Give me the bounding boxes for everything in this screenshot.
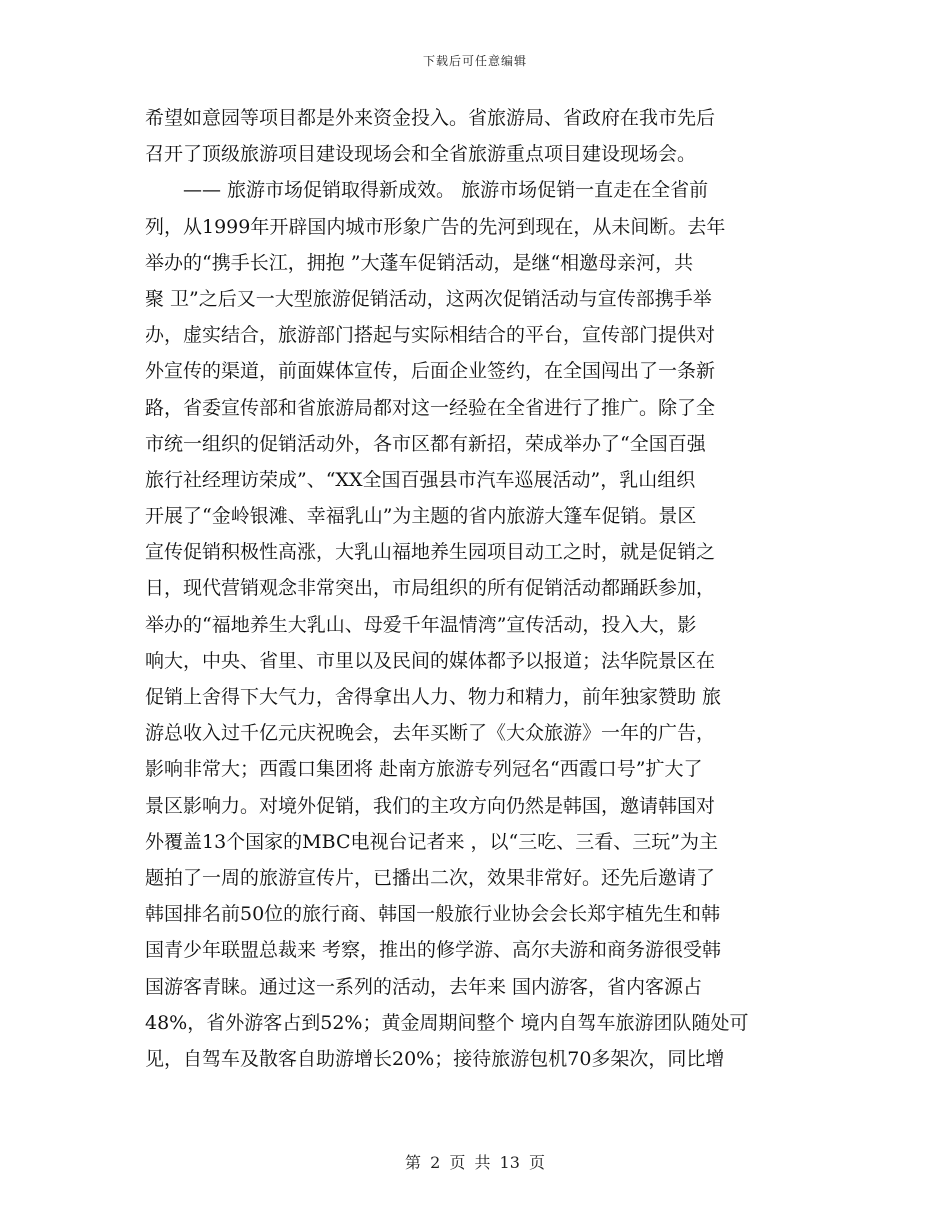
text-line: 影响非常大；西霞口集团将 赴南方旅游专列冠名“西霞口号”扩大了 bbox=[145, 758, 703, 781]
text-line: 见，自驾车及散客自助游增长20%；接待旅游包机70多架次，同比增 bbox=[145, 1047, 725, 1070]
text-line: 外宣传的渠道，前面媒体宣传，后面企业签约，在全国闯出了一条新 bbox=[145, 360, 716, 383]
text-line: 促销上舍得下大气力，舍得拿出人力、物力和精力，前年独家赞助 旅 bbox=[145, 686, 722, 708]
text-line: 办，虚实结合，旅游部门搭起与实际相结合的平台，宣传部门提供对 bbox=[145, 324, 716, 347]
page-header: 下载后可任意编辑 bbox=[422, 54, 527, 68]
text-line: 举办的“福地养生大乳山、母爱千年温情湾”宣传活动，投入大，影 bbox=[145, 613, 697, 636]
text-line: 48%，省外游客占到52%；黄金周期间整个 境内自驾车旅游团队随处可 bbox=[145, 1011, 749, 1034]
text-line: 举办的“携手长江，拥抱 ”大蓬车促销活动，是继“相邀母亲河，共 bbox=[145, 251, 694, 274]
body-text bbox=[145, 100, 815, 1077]
text-line: 国游客青睐。通过这一系列的活动，去年来 国内游客，省内客源占 bbox=[145, 975, 703, 998]
text-line: 召开了顶级旅游项目建设现场会和全省旅游重点项目建设现场会。 bbox=[145, 143, 697, 166]
page-number-footer: 第 2 页 共 13 页 bbox=[405, 1153, 545, 1172]
text-line: 国青少年联盟总裁来 考察，推出的修学游、高尔夫游和商务游很受韩 bbox=[145, 939, 722, 962]
text-line: 希望如意园等项目都是外来资金投入。省旅游局、省政府在我市先后 bbox=[145, 107, 716, 129]
text-line: 开展了“金岭银滩、幸福乳山”为主题的省内旅游大篷车促销。景区 bbox=[145, 505, 697, 528]
text-line: 日，现代营销观念非常突出，市局组织的所有促销活动都踊跃参加， bbox=[145, 577, 716, 600]
text-line: 景区影响力。对境外促销，我们的主攻方向仍然是韩国，邀请韩国对 bbox=[145, 794, 716, 817]
text-line: 列，从1999年开辟国内城市形象广告的先河到现在，从未间断。去年 bbox=[145, 215, 726, 238]
text-line: 旅行社经理访荣成”、“XX全国百强县市汽车巡展活动”，乳山组织 bbox=[145, 468, 696, 491]
text-line: 宣传促销积极性高涨，大乳山福地养生园项目动工之时，就是促销之 bbox=[145, 541, 716, 564]
text-line: 题拍了一周的旅游宣传片，已播出二次，效果非常好。还先后邀请了 bbox=[145, 866, 716, 889]
text-line: 响大，中央、省里、市里以及民间的媒体都予以报道；法华院景区在 bbox=[145, 649, 716, 672]
text-line: —— 旅游市场促销取得新成效。 旅游市场促销一直走在全省前 bbox=[145, 179, 709, 202]
text-line: 市统一组织的促销活动外，各市区都有新招，荣成举办了“全国百强 bbox=[145, 432, 706, 455]
text-line: 外覆盖13个国家的MBC电视台记者来 ，以“三吃、三看、三玩”为主 bbox=[145, 830, 718, 853]
text-line: 路，省委宣传部和省旅游局都对这一经验在全省进行了推广。除了全 bbox=[145, 396, 716, 419]
text-line: 游总收入过千亿元庆祝晚会，去年买断了《大众旅游》一年的广告， bbox=[145, 722, 716, 745]
text-line: 聚 卫”之后又一大型旅游促销活动，这两次促销活动与宣传部携手举 bbox=[145, 287, 712, 310]
text-line: 韩国排名前50位的旅行商、韩国一般旅行业协会会长郑宇植先生和韩 bbox=[145, 903, 721, 926]
